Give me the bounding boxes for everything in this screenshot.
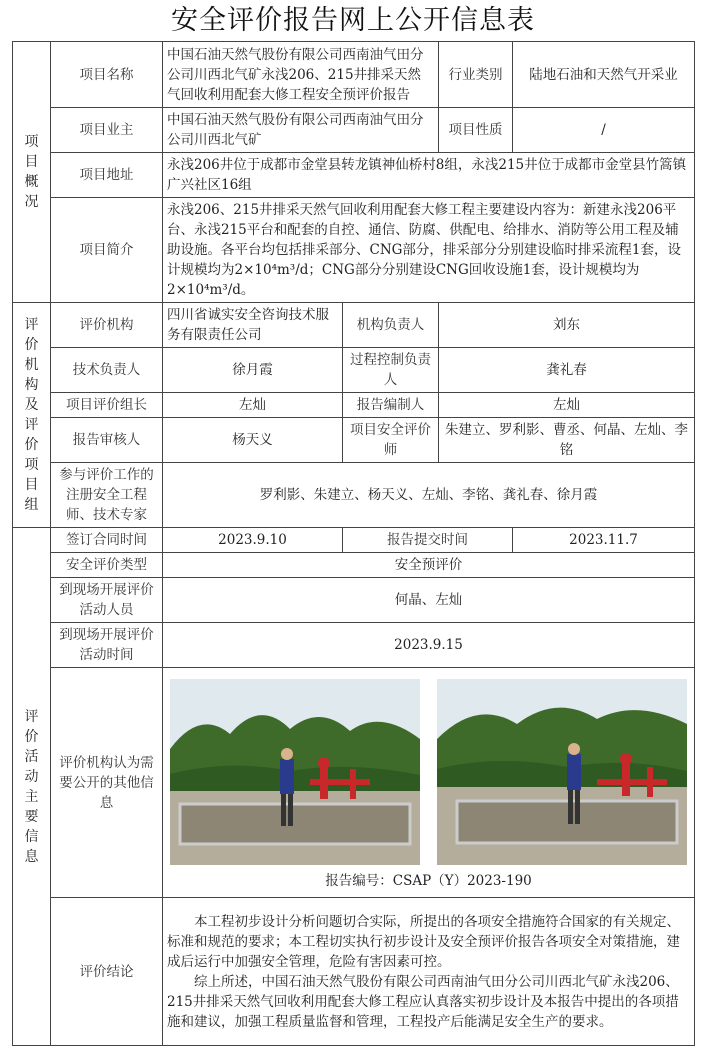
participants-value: 罗利影、朱建立、杨天义、左灿、李铭、龚礼春、徐月霞 (163, 463, 695, 528)
owner-value: 中国石油天然气股份有限公司西南油气田分公司川西北气矿 (163, 108, 439, 153)
writer-value: 左灿 (439, 393, 695, 418)
section-activity: 评 价 活 动 主 要 信 息 (13, 528, 51, 1046)
site-photo-1 (170, 679, 420, 865)
submit-value: 2023.11.7 (513, 528, 695, 553)
submit-label: 报告提交时间 (343, 528, 513, 553)
industry-value: 陆地石油和天然气开采业 (513, 42, 695, 108)
section-overview: 项 目 概 况 (13, 42, 51, 303)
time-label: 到现场开展评价活动时间 (51, 623, 163, 668)
leader-value: 左灿 (163, 393, 343, 418)
nature-value: / (513, 108, 695, 153)
head-label: 机构负责人 (343, 303, 439, 348)
contract-label: 签订合同时间 (51, 528, 163, 553)
time-value: 2023.9.15 (163, 623, 695, 668)
reviewer-label: 报告审核人 (51, 418, 163, 463)
type-label: 安全评价类型 (51, 553, 163, 578)
conclusion-value (163, 898, 695, 1046)
other-info (163, 668, 695, 898)
process-label: 过程控制负责人 (343, 348, 439, 393)
agency-label: 评价机构 (51, 303, 163, 348)
owner-label: 项目业主 (51, 108, 163, 153)
site-photo-2 (437, 679, 687, 865)
address-value: 永浅206井位于成都市金堂县转龙镇神仙桥村8组，永浅215井位于成都市金堂县竹篙镇广兴社区16组 (163, 153, 695, 198)
name-label: 项目名称 (51, 42, 163, 108)
reviewer-value: 杨天义 (163, 418, 343, 463)
contract-value: 2023.9.10 (163, 528, 343, 553)
section-org: 评 价 机 构 及 评 价 项 目 组 (13, 303, 51, 528)
report-number: 报告编号：CSAP（Y）2023-190 (325, 872, 532, 889)
head-value: 刘东 (439, 303, 695, 348)
address-label: 项目地址 (51, 153, 163, 198)
intro-value: 永浅206、215井排采天然气回收利用配套大修工程主要建设内容为：新建永浅206平台、永浅215平台和配套的自控、通信、防腐、供配电、给排水、消防等公用工程及辅助设施。各平台均包括排采部分、CNG部分，排采部分分别建设临时排采流程1套，设计规模均为2×10⁴m³/d；CNG部分分别建设CNG回收设施1套，设计规模均为2×10⁴m³/d。 (163, 198, 695, 303)
tech-label: 技术负责人 (51, 348, 163, 393)
participants-label: 参与评价工作的注册安全工程师、技术专家 (51, 463, 163, 528)
conclusion-label: 评价结论 (51, 898, 163, 1046)
writer-label: 报告编制人 (343, 393, 439, 418)
process-value: 龚礼春 (439, 348, 695, 393)
nature-label: 项目性质 (439, 108, 513, 153)
other-label: 评价机构认为需要公开的其他信息 (51, 668, 163, 898)
safety-label: 项目安全评价师 (343, 418, 439, 463)
staff-value: 何晶、左灿 (163, 578, 695, 623)
project-name: 中国石油天然气股份有限公司西南油气田分公司川西北气矿永浅206、215井排采天然气回收利用配套大修工程安全预评价报告 (163, 42, 439, 108)
page-title: 安全评价报告网上公开信息表 (171, 5, 535, 36)
leader-label: 项目评价组长 (51, 393, 163, 418)
intro-label: 项目简介 (51, 198, 163, 303)
staff-label: 到现场开展评价活动人员 (51, 578, 163, 623)
safety-value: 朱建立、罗利影、曹丞、何晶、左灿、李铭 (439, 418, 695, 463)
info-table (12, 41, 695, 1046)
industry-label: 行业类别 (439, 42, 513, 108)
agency-value: 四川省诚实安全咨询技术服务有限责任公司 (163, 303, 343, 348)
type-value: 安全预评价 (163, 553, 695, 578)
tech-value: 徐月霞 (163, 348, 343, 393)
conclusion-paragraph-2: 综上所述，中国石油天然气股份有限公司西南油气田分公司川西北气矿永浅206、215井排采天然气回收利用配套大修工程应认真落实初步设计及本报告中提出的各项措施和建议，加强工程质量监督和管理，工程投产后能满足安全生产的要求。 (167, 973, 679, 1030)
conclusion-paragraph-1: 本工程初步设计分析问题切合实际，所提出的各项安全措施符合国家的有关规定、标准和规范的要求；本工程切实执行初步设计及安全预评价报告各项安全对策措施，建成后运行中加强安全管理，危险有害因素可控。 (167, 913, 680, 970)
